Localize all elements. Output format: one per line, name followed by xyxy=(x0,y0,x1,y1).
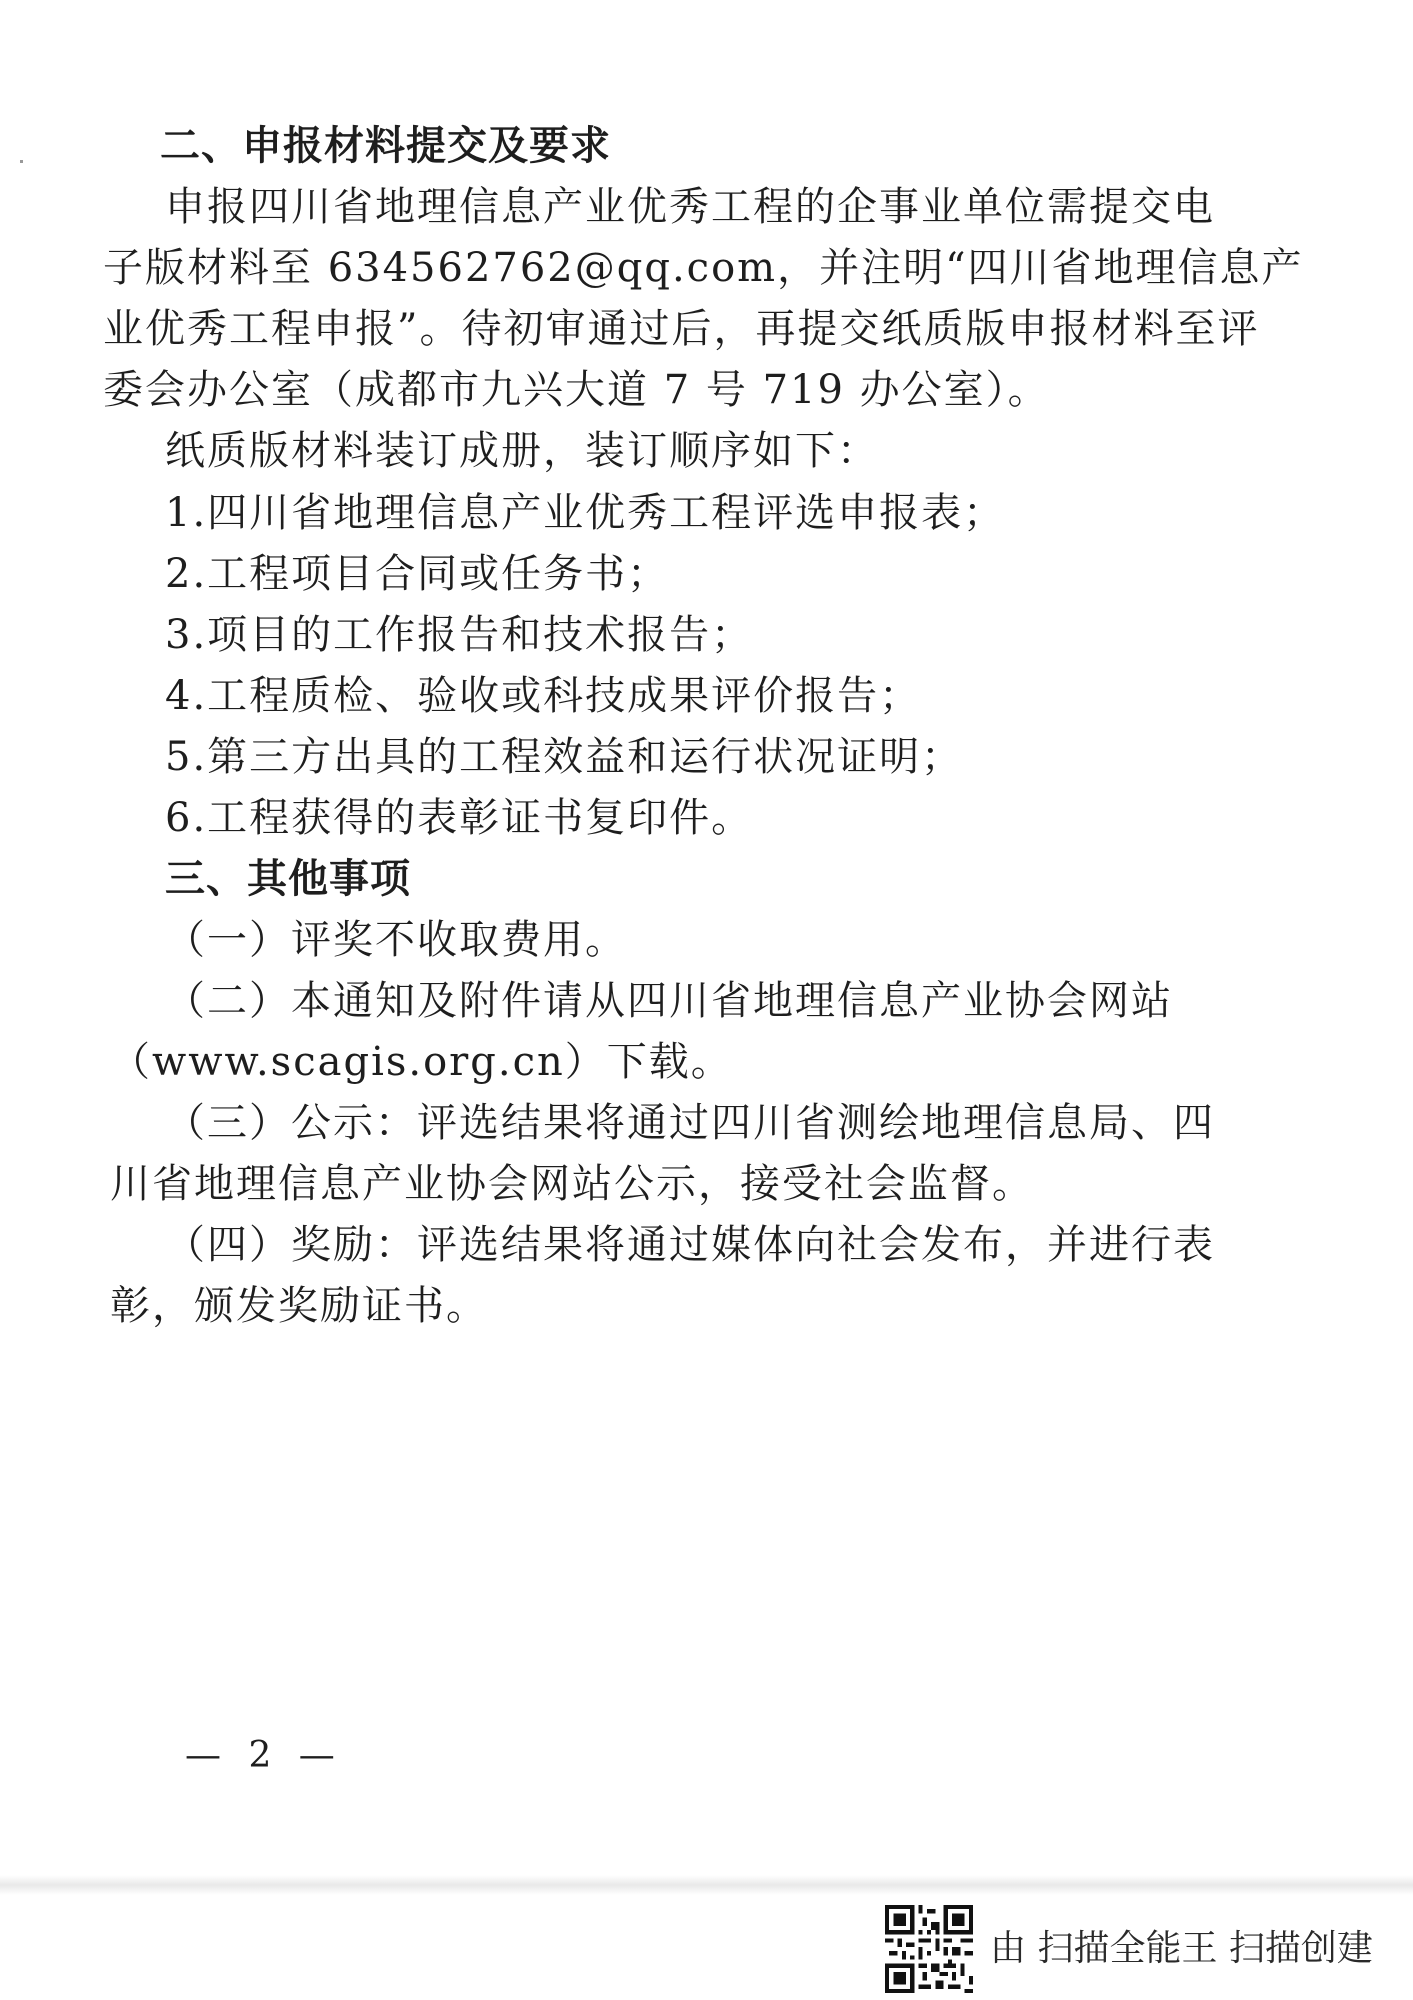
list-item: 5.第三方出具的工程效益和运行状况证明； xyxy=(165,734,964,780)
paragraph-line: （四）奖励：评选结果将通过媒体向社会发布，并进行表 xyxy=(165,1222,1215,1268)
watermark-text: 由 扫描全能王 扫描创建 xyxy=(990,1928,1373,1969)
scanner-watermark xyxy=(885,1905,1405,1995)
paragraph-line: 纸质版材料装订成册，装订顺序如下： xyxy=(165,428,879,474)
paragraph-line: 委会办公室（成都市九兴大道 7 号 719 办公室）。 xyxy=(103,367,1050,413)
section-heading-2: 二、申报材料提交及要求 xyxy=(160,123,611,169)
paragraph-line: （www.scagis.org.cn）下载。 xyxy=(110,1039,733,1085)
list-item: 4.工程质检、验收或科技成果评价报告； xyxy=(165,673,922,719)
scan-artifact xyxy=(0,1875,1413,1895)
paragraph-line: 申报四川省地理信息产业优秀工程的企事业单位需提交电 xyxy=(165,184,1215,230)
paragraph-line: 业优秀工程申报”。待初审通过后，再提交纸质版申报材料至评 xyxy=(103,306,1260,352)
paragraph-line: （二）本通知及附件请从四川省地理信息产业协会网站 xyxy=(165,978,1173,1024)
paragraph-line: （一）评奖不收取费用。 xyxy=(165,917,627,963)
paragraph-line: 子版材料至 634562762@qq.com，并注明“四川省地理信息产 xyxy=(103,245,1304,291)
qr-code-icon xyxy=(885,1905,973,1993)
list-item: 3.项目的工作报告和技术报告； xyxy=(165,612,754,658)
paragraph-line: （三）公示：评选结果将通过四川省测绘地理信息局、四 xyxy=(165,1100,1215,1146)
list-item: 6.工程获得的表彰证书复印件。 xyxy=(165,795,754,841)
page-number: — 2 — xyxy=(185,1735,343,1776)
paragraph-line: 川省地理信息产业协会网站公示，接受社会监督。 xyxy=(110,1161,1034,1207)
paragraph-line: 彰，颁发奖励证书。 xyxy=(110,1283,488,1329)
section-heading-3: 三、其他事项 xyxy=(165,856,411,902)
scan-speck xyxy=(20,160,23,163)
list-item: 2.工程项目合同或任务书； xyxy=(165,551,670,597)
list-item: 1.四川省地理信息产业优秀工程评选申报表； xyxy=(165,490,1006,536)
